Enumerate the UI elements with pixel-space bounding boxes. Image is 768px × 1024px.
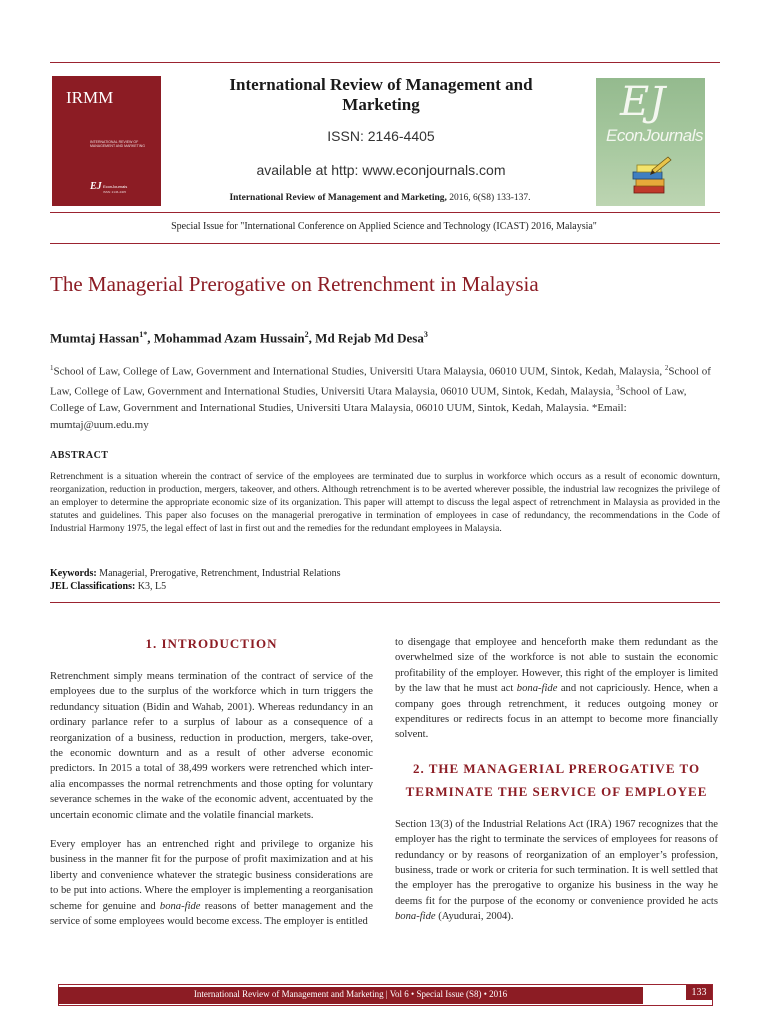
section2-paragraph-1 bbox=[395, 817, 718, 925]
affiliation-text: School of Law, College of Law, Government and International Studies, Universiti Utara Malaysia, 06010 UUM, Sintok, Kedah, Malaysia. *Email: mumtaj@uum.edu.my bbox=[50, 385, 687, 431]
jel-label: JEL Classifications: bbox=[50, 581, 136, 592]
journal-website[interactable]: available at http: www.econjournals.com bbox=[256, 162, 506, 178]
books-with-pencil-icon bbox=[630, 156, 676, 200]
abstract-heading: ABSTRACT bbox=[50, 450, 109, 461]
author-affiliation-mark: 3 bbox=[423, 330, 428, 339]
keywords-line bbox=[50, 567, 720, 580]
affiliations bbox=[50, 360, 718, 433]
affiliation-mark: 3 bbox=[616, 384, 620, 393]
heading-line: 2. THE MANAGERIAL PREROGATIVE TO bbox=[412, 760, 701, 776]
italic-text: bona-fide bbox=[159, 900, 201, 912]
journal-issn: ISSN: 2146-4405 bbox=[327, 128, 435, 144]
italic-text: bona-fide bbox=[395, 911, 436, 923]
jel-value: K3, L5 bbox=[135, 581, 167, 592]
right-column bbox=[395, 635, 718, 939]
journal-title: International Review of Management and Marketing bbox=[229, 75, 533, 114]
keywords-block bbox=[50, 567, 720, 593]
citation-journal: International Review of Management and Marketing, bbox=[229, 193, 447, 203]
abstract-rule bbox=[50, 602, 720, 603]
page-number: 133 bbox=[686, 985, 712, 1000]
italic-text: bona-fide bbox=[516, 683, 558, 695]
intro-paragraph-2 bbox=[50, 837, 373, 929]
special-issue-note: Special Issue for "International Conference on Applied Science and Technology (ICAST) 2016, Malaysia" bbox=[171, 221, 597, 232]
cover-publisher-mark: EJ bbox=[90, 181, 102, 192]
citation-details: 2016, 6(S8) 133-137. bbox=[446, 193, 531, 203]
keywords-value: Managerial, Prerogative, Retrenchment, Industrial Relations bbox=[96, 568, 341, 579]
footer-journal-info: International Review of Management and Marketing | Vol 6 • Special Issue (S8) • 2016 bbox=[193, 989, 508, 999]
ej-logo-mark: EJ bbox=[620, 79, 666, 125]
author-name: Md Rejab Md Desa bbox=[315, 330, 424, 346]
paper-title: The Managerial Prerogative on Retrenchment in Malaysia bbox=[50, 272, 539, 296]
intro-paragraph-continued bbox=[395, 635, 718, 743]
author-separator: , bbox=[147, 330, 154, 346]
affiliation-mark: 2 bbox=[664, 364, 669, 372]
author-affiliation-mark: 1* bbox=[139, 330, 148, 339]
affiliation-text: School of Law, College of Law, Government and International Studies, Universiti Utara Malaysia, 06010 UUM, Sintok, Kedah, Malaysia, bbox=[53, 365, 665, 378]
jel-line bbox=[50, 580, 720, 593]
heading-line: TERMINATE THE SERVICE OF EMPLOYEE bbox=[405, 783, 708, 799]
author-separator: , bbox=[308, 330, 316, 346]
author-affiliation-mark: 2 bbox=[304, 330, 309, 339]
citation-line bbox=[190, 193, 570, 203]
abstract-text: Retrenchment is a situation wherein the contract of service of the employees are terminated due to surplus in workforce which occurs as a result of economic downturn, reorganization, reduction in production, mergers, takeover, and others. Although retrenchment is to be averted wherever possible, the industrial law recognizes the privilege of an employer to determine the appropriate economic size of its organization. This paper will attempt to discuss the legal aspect of retrenchment in Malaysia as provided in the statutes and guidelines. This paper also focuses on the managerial prerogative in termination of employees in case of redundancy, the recommendations in the Code of Industrial Harmony 1975, the legal effect of last in first out and the remedies for the redundant employees in Malaysia. bbox=[50, 472, 720, 534]
affiliation-text: School of Law, College of Law, Government and International Studies, Universiti Utara Malaysia, 06010 UUM, Sintok, Kedah, Malaysia, bbox=[50, 365, 711, 398]
econjournals-logo bbox=[596, 78, 705, 206]
text-run: to disengage that employee and henceforth make them redundant as the overwhelmed size of the workforce is not able to sustain the economic profitability of the employer. However, this right of the employer is limited by the law that he must act bbox=[395, 637, 718, 695]
left-column bbox=[50, 632, 373, 944]
text-run: (Ayudurai, 2004). bbox=[435, 911, 514, 923]
keywords-label: Keywords: bbox=[50, 568, 97, 579]
top-rule bbox=[50, 62, 720, 63]
text-run: Section 13(3) of the Industrial Relations Act (IRA) 1967 recognizes that the employer has the right to terminate the services of employees for reasons of redundancy or by reasons of reorganization of an employer’s profession, business, trade or work or criteria for such termination. It is well settled that the employer has the prerogative to organize his business in the way he deems fit for the purpose of the economy or convenience provided he acts bbox=[395, 818, 718, 907]
affiliation-mark: 1 bbox=[50, 364, 54, 372]
econjournals-wordmark: EconJournals bbox=[606, 126, 704, 145]
intro-paragraph-1: Retrenchment simply means termination of the contract of service of the employees due to the surplus of the workforce which in turn triggers the redundancy situation (Bidin and Wahab, 2001). Whereas redundancy in an ordinary parlance refer to a surplus of labour as a consequence of a reorganization of a business, reduction in production, mergers, take-over, the economic downturn and as a result of other adverse economic predictors. In 2015 a total of 38,499 workers were retrenched which inter-alia encompasses the normal retrenchments and those opting for voluntary severance schemes in the wake of the economic advent, accentuated by the uncertain economic climate and the volatile financial markets. bbox=[50, 671, 373, 821]
special-rule bbox=[50, 243, 720, 244]
cover-publisher: EconJournals bbox=[103, 184, 128, 189]
cover-issn: ISSN: 2146-4405 bbox=[103, 190, 127, 194]
text-run: and not capriciously. Hence, when a company goes through retrenchment, it reduces outgoing money or expenditures or redirects focus in an attempt to become more financially solvent. bbox=[395, 683, 718, 741]
journal-cover-image bbox=[52, 76, 161, 206]
section-heading-introduction: 1. INTRODUCTION bbox=[145, 636, 278, 651]
section-heading-managerial-prerogative bbox=[395, 757, 718, 803]
cover-subtitle: INTERNATIONAL REVIEW OF MANAGEMENT AND MARKETING bbox=[90, 140, 145, 148]
cover-title: IRMM bbox=[66, 88, 114, 107]
header-rule bbox=[50, 212, 720, 213]
text-run: reasons of better management and the service of some employees would become excess. The employer is entitled bbox=[50, 900, 374, 928]
author-list bbox=[50, 330, 730, 346]
text-run: Every employer has an entrenched right and privilege to organize his business in the manner fit for the purpose of profit maximization and at his liberty and convenience whatever the strategic business considerations are to be put into actions. Where the employer is implementing a reorganisation scheme for genuine and bbox=[50, 839, 373, 912]
author-name: Mohammad Azam Hussain bbox=[153, 330, 305, 346]
author-name: Mumtaj Hassan bbox=[50, 330, 140, 346]
